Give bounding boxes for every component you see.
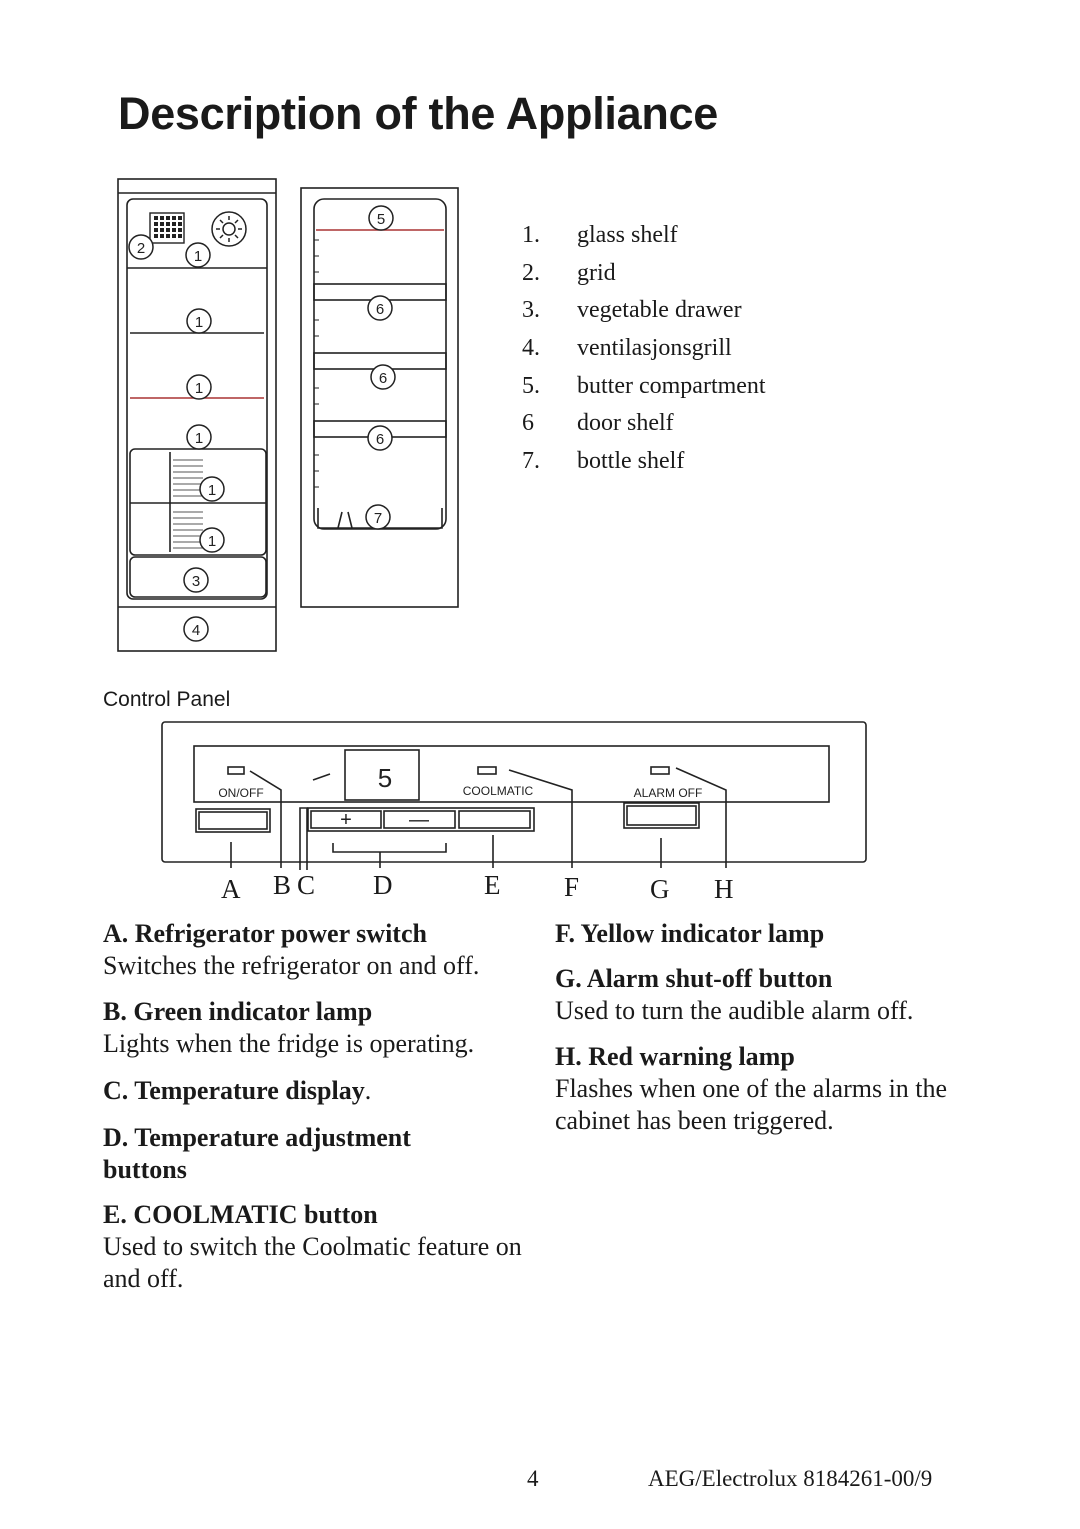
callout-5: 5 — [376, 211, 386, 228]
legend-item: 7. bottle shelf — [522, 448, 685, 475]
on-off-label: ON/OFF — [218, 786, 264, 800]
legend-item: 4. ventilasjonsgrill — [522, 335, 732, 362]
control-letters: A B C D E F G H — [221, 870, 734, 904]
legend-item: 5. butter compartment — [522, 372, 766, 399]
alarm-off-label: ALARM OFF — [633, 786, 703, 800]
control-panel-diagram — [160, 720, 872, 870]
description-d: D. Temperature adjustment buttons — [103, 1123, 411, 1184]
description-a: A. Refrigerator power switch Switches the refrigerator on and off. — [103, 919, 480, 980]
callout-6: 6 — [375, 301, 385, 318]
legend-item: 1. glass shelf — [522, 222, 678, 248]
description-f: F. Yellow indicator lamp — [555, 919, 825, 948]
page-title: Description of the Appliance — [118, 88, 719, 139]
light-icon — [212, 212, 246, 246]
callout-3: 3 — [191, 573, 201, 590]
callout-4: 4 — [191, 622, 201, 639]
description-b: B. Green indicator lamp Lights when the fridge is operating. — [103, 997, 475, 1058]
page-number: 4 — [527, 1466, 539, 1491]
legend-item: 2. grid — [522, 259, 616, 286]
callout-1: 1 — [207, 533, 217, 550]
callout-6: 6 — [375, 431, 385, 448]
callout-6: 6 — [378, 370, 388, 387]
callout-1: 1 — [194, 430, 204, 447]
callout-2: 2 — [136, 240, 146, 257]
callout-1: 1 — [207, 482, 217, 499]
description-c: C. Temperature display. — [103, 1076, 372, 1105]
appliance-diagram — [110, 170, 470, 660]
callout-1: 1 — [193, 248, 203, 265]
minus-symbol: — — [409, 809, 429, 831]
description-g: G. Alarm shut-off button Used to turn the audible alarm off. — [555, 964, 914, 1025]
temperature-display: 5 — [377, 763, 393, 793]
description-e: E. COOLMATIC button Used to switch the Coolmatic feature on and off. — [103, 1200, 522, 1293]
legend-item: 6 door shelf — [522, 410, 674, 437]
callout-1: 1 — [194, 380, 204, 397]
callout-7: 7 — [373, 510, 383, 527]
parts-legend — [522, 222, 766, 486]
footer-reference: AEG/Electrolux 8184261-00/9 — [648, 1466, 933, 1491]
control-panel-label: Control Panel — [103, 688, 231, 711]
description-h: H. Red warning lamp Flashes when one of the alarms in the cabinet has been triggered. — [555, 1042, 948, 1135]
legend-item: 3. vegetable drawer — [522, 297, 742, 324]
plus-symbol: + — [340, 809, 352, 831]
coolmatic-label: COOLMATIC — [462, 784, 534, 798]
callout-1: 1 — [194, 314, 204, 331]
